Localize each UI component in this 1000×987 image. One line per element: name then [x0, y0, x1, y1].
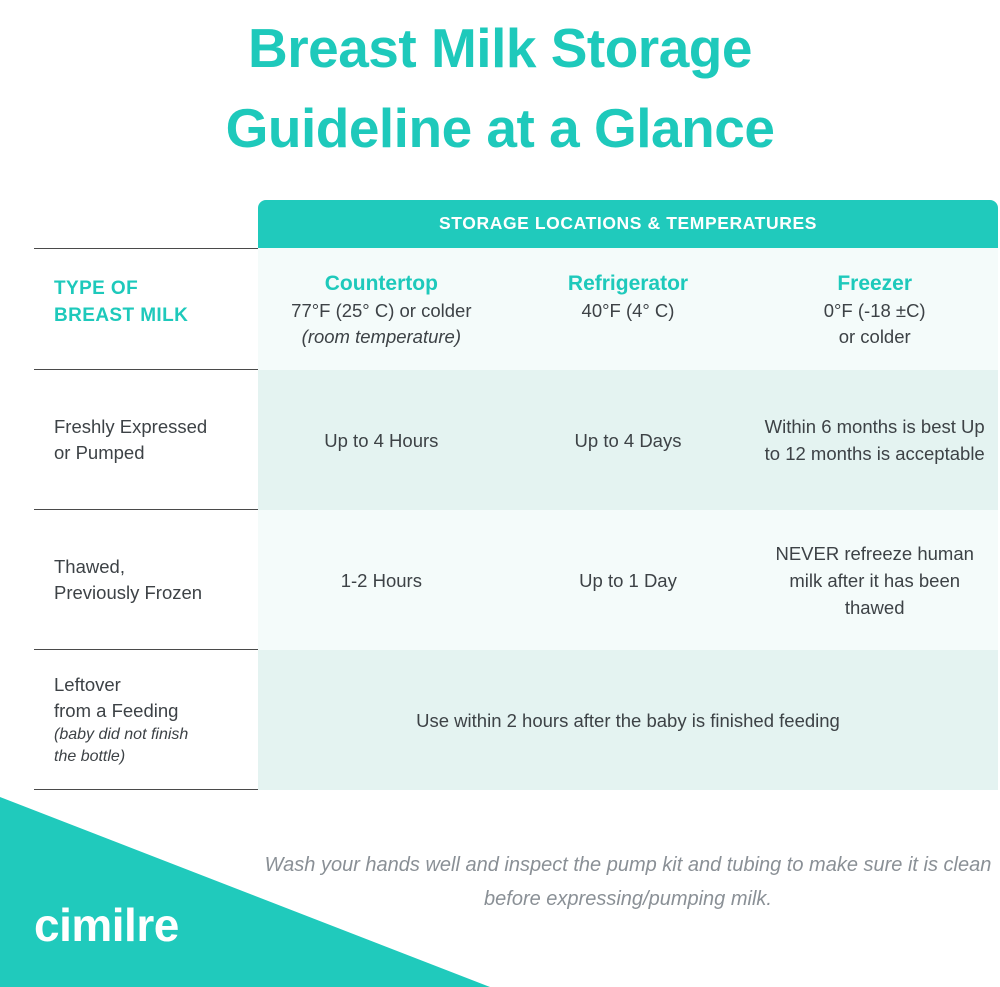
column-header-refrigerator	[505, 248, 752, 370]
refrigerator-name: Refrigerator	[567, 272, 689, 295]
freezer-temp-note: or colder	[838, 326, 911, 347]
row2-freezer-value: NEVER refreeze human milk after it has been thawed	[775, 542, 974, 618]
corner-triangle-shape	[0, 797, 490, 987]
table-row	[34, 510, 998, 650]
row2-refrigerator-value: Up to 1 Day	[579, 569, 677, 591]
freezer-temp: 0°F (-18 ±C)	[823, 300, 926, 321]
row3-merged-value: Use within 2 hours after the baby is finished feeding	[416, 709, 840, 731]
countertop-temp-note	[266, 324, 497, 350]
table-row	[34, 650, 998, 790]
row1-freezer-value: Within 6 months is best Up to 12 months is acceptable	[764, 416, 985, 464]
row1-label-line-2: or Pumped	[54, 441, 145, 463]
countertop-temp-note-text: (room temperature)	[301, 326, 462, 347]
countertop-name: Countertop	[324, 272, 438, 295]
location-headers	[258, 248, 998, 370]
refrigerator-temp: 40°F (4° C)	[581, 300, 675, 321]
row-label-leftover	[34, 650, 258, 790]
row2-label-line-2: Previously Frozen	[54, 581, 203, 603]
table-column-header-row	[34, 248, 998, 370]
freezer-name: Freezer	[837, 272, 913, 295]
storage-locations-band: STORAGE LOCATIONS & TEMPERATURES	[258, 200, 998, 248]
table-row	[34, 370, 998, 510]
row1-values	[258, 370, 998, 510]
row3-sub-line-1: (baby did not finish	[54, 725, 189, 743]
row2-values	[258, 510, 998, 650]
row2-countertop-value: 1-2 Hours	[340, 569, 422, 591]
row1-refrigerator-value: Up to 4 Days	[574, 429, 682, 451]
row3-sub-line-2: the bottle)	[54, 747, 126, 765]
row3-values	[258, 650, 998, 790]
footer-note: Wash your hands well and inspect the pump kit and tubing to make sure it is clean before expressing/pumping milk.	[264, 854, 992, 910]
row3-label-line-2: from a Feeding	[54, 699, 179, 721]
storage-guideline-table	[34, 200, 998, 790]
row3-label-line-1: Leftover	[54, 673, 121, 695]
row-label-thawed	[34, 510, 258, 650]
type-header-line-2: BREAST MILK	[54, 305, 189, 326]
band-spacer	[34, 200, 258, 248]
title-line-2: Guideline at a Glance	[225, 97, 775, 159]
column-header-countertop	[258, 248, 505, 370]
column-header-freezer	[751, 248, 998, 370]
row2-label-line-1: Thawed,	[54, 555, 125, 577]
table-header-band-row	[34, 200, 998, 248]
brand-logo-text: cimilre	[34, 899, 179, 951]
row-label-freshly-expressed	[34, 370, 258, 510]
type-of-breast-milk-header	[34, 248, 258, 370]
page-title	[0, 0, 1000, 168]
type-header-line-1: TYPE OF	[54, 278, 139, 299]
title-line-1: Breast Milk Storage	[247, 17, 752, 79]
brand-corner-graphic	[0, 797, 490, 987]
countertop-temp: 77°F (25° C) or colder	[291, 300, 472, 321]
row1-countertop-value: Up to 4 Hours	[324, 429, 439, 451]
row1-label-line-1: Freshly Expressed	[54, 415, 208, 437]
